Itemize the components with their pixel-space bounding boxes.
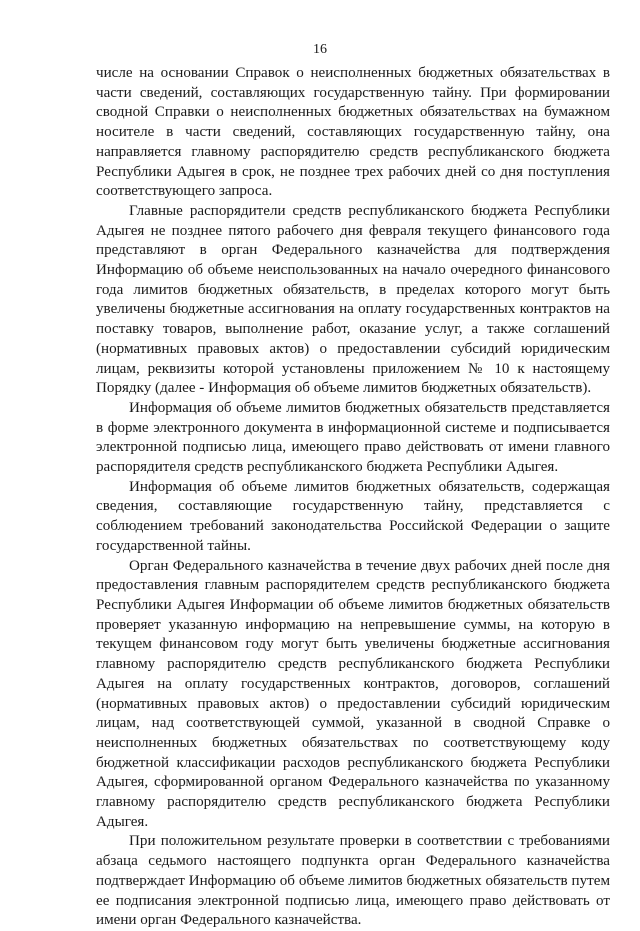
paragraph-state-secret: Информация об объеме лимитов бюджетных обязательств, содержащая сведения, составляющие государственную тайну, представляется с соблюдением требований законодательства Российской Федерации о защите государственной тайны. [96, 478, 610, 554]
paragraph-confirmation: При положительном результате проверки в соответствии с требованиями абзаца седьмого настоящего подпункта орган Федерального казначейства подтверждает Информацию об объеме лимитов бюджетных обязательств путем ее подписания электронной подписью лица, имеющего право действовать от имени орган Федерального казначейства. [96, 833, 610, 929]
paragraph-electronic-form: Информация об объеме лимитов бюджетных обязательств представляется в форме электронного документа в информационной системе и подписывается электронной подписью лица, имеющего право действовать от имени главного распорядителя средств республиканского бюджета Республики Адыгея. [96, 399, 610, 476]
paragraph-limits-submission: Главные распорядители средств республиканского бюджета Республики Адыгея не позднее пятого рабочего дня февраля текущего финансового года представляют в орган Федерального казначейства для подтверждения Информацию об объеме неиспользованных на начало очередного финансового года лимитов бюджетных обязательств, в пределах которого могут быть увеличены бюджетные ассигнования на оплату государственных контрактов на поставку товаров, выполнение работ, оказание услуг, а также соглашений (нормативных правовых актов) о предоставлении субсидий юридическим лицам, реквизиты которой установлены приложением № 10 к настоящему Порядку (далее - Информация об объеме лимитов бюджетных обязательств). [96, 202, 610, 397]
paragraph-treasury-check: Орган Федерального казначейства в течение двух рабочих дней после дня предоставления главным распорядителем средств республиканского бюджета Республики Адыгея Информации об объеме лимитов бюджетных обязательств проверяет указанную информацию на непревышение суммы, на которую в текущем финансовом году могут быть увеличены бюджетные ассигнования главному распорядителю средств республиканского бюджета Республики Адыгея на оплату государственных контрактов, договоров, соглашений (нормативных правовых актов) о предоставлении субсидий юридическим лицам, над соответствующей суммой, указанной в сводной Справке о неисполненных бюджетных обязательствах по соответствующему коду бюджетной классификации расходов республиканского бюджета Республики Адыгея, сформированной органом Федерального казначейства по указанному главному распорядителю средств республиканского бюджета Республики Адыгея. [96, 557, 610, 830]
document-body [96, 64, 610, 931]
paragraph-continued: числе на основании Справок о неисполненных бюджетных обязательствах в части сведений, составляющих государственную тайну. При формировании сводной Справки о неисполненных бюджетных обязательствах на бумажном носителе в части сведений, составляющих государственную тайну, она направляется главному распорядителю средств республиканского бюджета Республики Адыгея в срок, не позднее трех рабочих дней со дня поступления соответствующего запроса. [96, 65, 610, 200]
page-number: 16 [313, 42, 327, 57]
